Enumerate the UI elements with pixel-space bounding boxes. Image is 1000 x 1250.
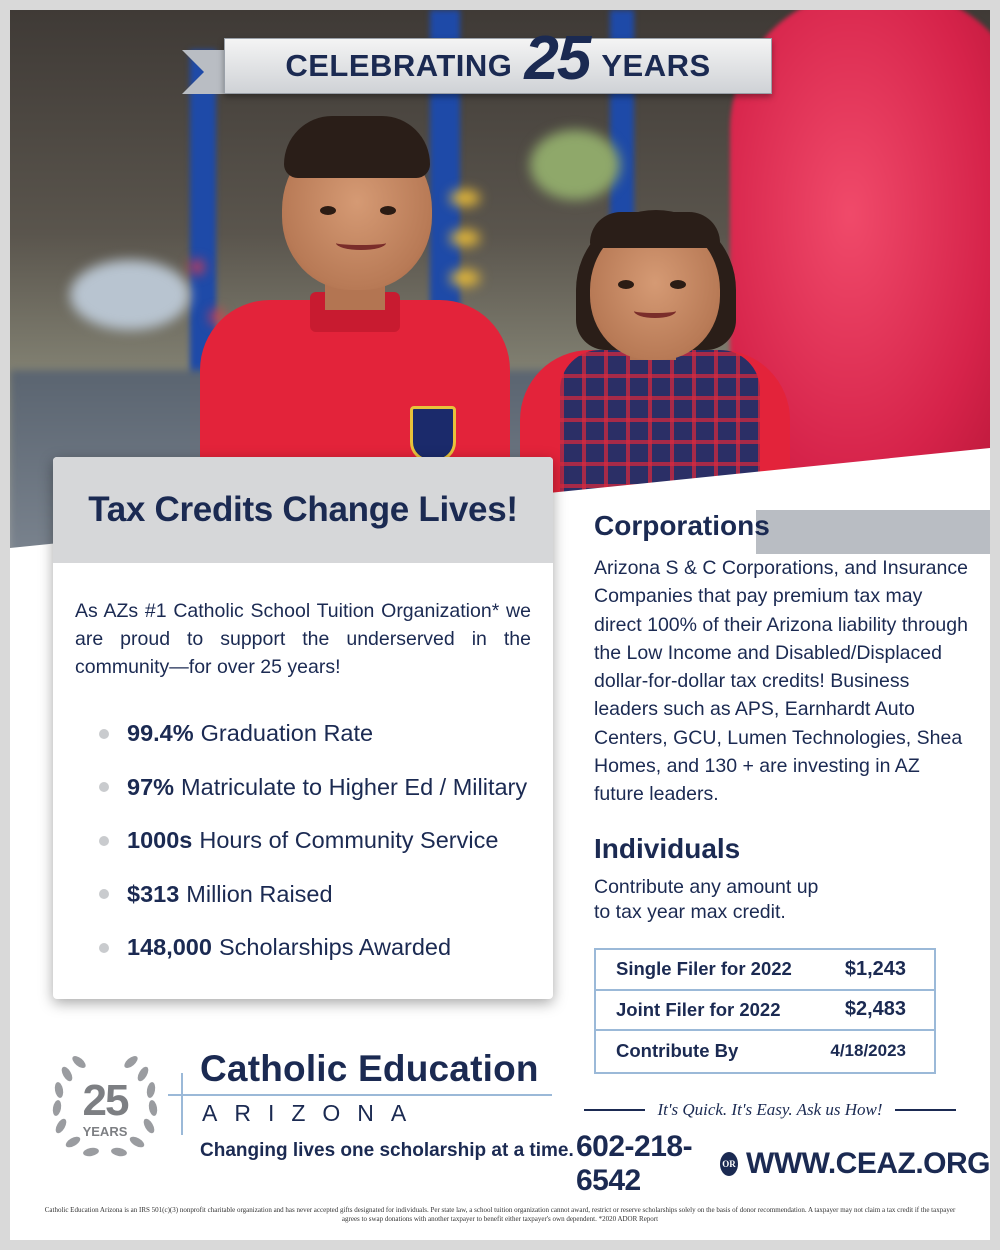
stat-item bbox=[99, 814, 553, 868]
org-tagline: Changing lives one scholarship at a time. bbox=[200, 1140, 574, 1161]
tax-credits-card bbox=[53, 457, 553, 999]
corporations-title: Corporations bbox=[594, 510, 770, 541]
celebrating-banner bbox=[224, 24, 772, 94]
contact-info bbox=[576, 1130, 990, 1198]
anniversary-laurel-icon bbox=[45, 1052, 165, 1162]
individuals-body: Contribute any amount up to tax year max credit. bbox=[594, 875, 819, 923]
org-name: Catholic Education bbox=[200, 1048, 539, 1089]
stat-label: Scholarships Awarded bbox=[218, 934, 452, 961]
badge-label: YEARS bbox=[82, 1124, 128, 1139]
stat-item bbox=[99, 921, 553, 975]
credit-value: 4/18/2023 bbox=[830, 1041, 906, 1061]
credit-label: Joint Filer for 2022 bbox=[616, 998, 781, 1020]
stat-value: 97% bbox=[127, 773, 175, 800]
credit-row-deadline bbox=[596, 1031, 934, 1072]
phone-number[interactable]: 602-218-6542 bbox=[576, 1130, 693, 1197]
stat-value: 148,000 bbox=[127, 934, 212, 961]
individuals-title: Individuals bbox=[594, 832, 741, 864]
flyer-page bbox=[10, 10, 990, 1240]
card-header bbox=[53, 457, 553, 563]
stats-list bbox=[53, 681, 553, 975]
stat-item bbox=[99, 707, 553, 761]
stat-label: Matriculate to Higher Ed / Military bbox=[181, 773, 528, 800]
stat-item bbox=[99, 868, 553, 922]
logo-divider bbox=[168, 1094, 552, 1096]
credit-value: $1,243 bbox=[844, 957, 906, 980]
banner-word-right: YEARS bbox=[601, 48, 711, 83]
badge-number: 25 bbox=[82, 1076, 128, 1125]
stat-value: 1000s bbox=[127, 827, 193, 854]
website-link[interactable]: WWW.CEAZ.ORG bbox=[746, 1147, 990, 1180]
corporations-body: Arizona S & C Corporations, and Insurance Companies that pay premium tax may direct 100% of their Arizona liability through the Low Income and Disabled/Displaced dollar-for-dollar tax credits! Business leaders such as APS, Earnhardt Auto Centers, GCU, Lumen Technologies, Shea Homes, and 130 + are investing in AZ future leaders. bbox=[594, 557, 968, 806]
right-column bbox=[594, 510, 974, 925]
stat-value: 99.4% bbox=[127, 720, 194, 747]
card-title: Tax Credits Change Lives! bbox=[88, 490, 518, 529]
fine-print: Catholic Education Arizona is an IRS 501(c)(3) nonprofit charitable organization and has never accepted gifts designated for individuals. Per state law, a school tuition organization cannot award, restrict or reserve scholarships solely on the basis of donor recommendation. A taxpayer may not claim a tax credit if the taxpayer agrees to swap donations with another taxpayer to benefit either taxpayer's own dependent. *2020 ADOR Report bbox=[44, 1206, 956, 1223]
divider-line bbox=[895, 1109, 956, 1111]
bullet-icon bbox=[99, 889, 109, 899]
stat-item bbox=[99, 761, 553, 815]
stat-label: Graduation Rate bbox=[200, 720, 374, 747]
credit-table bbox=[594, 948, 936, 1074]
bullet-icon bbox=[99, 943, 109, 953]
stat-value: $313 bbox=[127, 880, 180, 907]
credit-value: $2,483 bbox=[844, 998, 906, 1021]
cross-icon bbox=[181, 1073, 183, 1135]
stat-label: Million Raised bbox=[186, 880, 333, 907]
quick-line bbox=[584, 1100, 956, 1120]
org-state: ARIZONA bbox=[202, 1100, 424, 1126]
credit-label: Contribute By bbox=[616, 1040, 739, 1062]
bullet-icon bbox=[99, 836, 109, 846]
bullet-icon bbox=[99, 729, 109, 739]
banner-number: 25 bbox=[524, 24, 590, 93]
divider-line bbox=[584, 1109, 645, 1111]
or-badge: OR bbox=[720, 1152, 738, 1176]
quick-text: It's Quick. It's Easy. Ask us How! bbox=[657, 1100, 883, 1119]
credit-row-single bbox=[596, 950, 934, 991]
card-intro: As AZs #1 Catholic School Tuition Organization* we are proud to support the underserved in the community—for over 25 years! bbox=[75, 600, 531, 678]
credit-row-joint bbox=[596, 991, 934, 1032]
banner-word-left: CELEBRATING bbox=[285, 48, 513, 83]
credit-label: Single Filer for 2022 bbox=[616, 958, 792, 980]
stat-label: Hours of Community Service bbox=[199, 827, 499, 854]
bullet-icon bbox=[99, 782, 109, 792]
